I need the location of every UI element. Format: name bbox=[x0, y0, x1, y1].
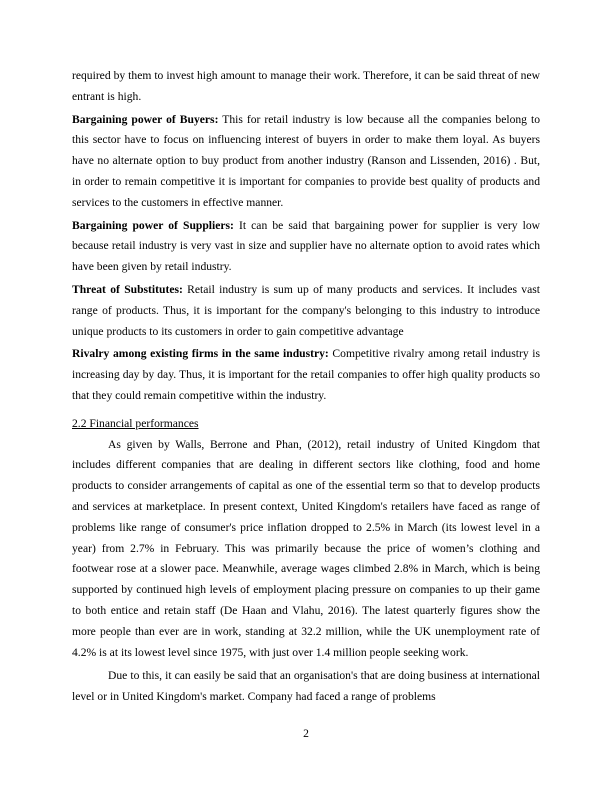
paragraph-text: It can be said that bargaining power for supplier is very low because retail industry is very vast in size and supplier have no alternate option to avoid rates which have been given by retail industry. bbox=[72, 218, 540, 274]
paragraph-financial-2: Due to this, it can easily be said that an organisation's that are doing business at international level or in United Kingdom's market. Company had faced a range of problems bbox=[72, 669, 540, 704]
paragraph-text: This for retail industry is low because all the companies belong to this sector have to focus on influencing interest of buyers in order to make them loyal. As buyers have no alternate option to buy product from another industry (Ranson and Lissenden, 2016) . But, in order to remain competitive it is important for companies to provide best quality of products and services to the customers in effective manner. bbox=[72, 112, 540, 209]
paragraph-lead: Bargaining power of Suppliers: bbox=[72, 218, 234, 232]
paragraph-lead: Bargaining power of Buyers: bbox=[72, 112, 219, 126]
page-number: 2 bbox=[303, 727, 309, 740]
paragraph-text: Competitive rivalry among retail industry is increasing day by day. Thus, it is important for the retail companies to offer high quality products so that they could remain competitive within the industry. bbox=[72, 347, 541, 402]
paragraph-lead: Threat of Substitutes: bbox=[72, 282, 183, 296]
paragraph-rivalry bbox=[72, 344, 540, 406]
paragraph-suppliers bbox=[72, 216, 540, 278]
paragraph-text: required by them to invest high amount to manage their work. Therefore, it can be said threat of new entrant is high. bbox=[72, 69, 540, 103]
paragraph-buyers bbox=[72, 110, 540, 214]
paragraph-financial-1: As given by Walls, Berrone and Phan, (2012), retail industry of United Kingdom that includes different companies that are dealing in different sectors like clothing, food and home products to consider arrangements of capital as one of the essential term so that to develop products and services at marketplace. In present context, United Kingdom's retailers have faced as range of problems like range of consumer's price inflation dropped to 2.5% in March (its lowest level in a year) from 2.7% in February. This was primarily because the price of women’s clothing and footwear rose at a slower pace. Meanwhile, average wages climbed 2.8% in March, which is being supported by continued high levels of employment placing pressure on companies to up their game to both entice and retain staff (De Haan and Vlahu, 2016). The latest quarterly figures show the more people than ever are in work, standing at 32.2 million, while the UK unemployment rate of 4.2% is at its lowest level since 1975, with just over 1.4 million people seeking work. bbox=[72, 437, 540, 659]
paragraph-text: Retail industry is sum up of many products and services. It includes vast range of products. Thus, it is important for the company's belonging to this industry to introduce unique products to its customers in order to gain competitive advantage bbox=[72, 282, 540, 338]
body-text bbox=[72, 66, 540, 711]
paragraph-new-entrant bbox=[72, 66, 540, 108]
paragraph-substitutes bbox=[72, 280, 540, 342]
section-heading: 2.2 Financial performances bbox=[72, 416, 199, 430]
paragraph-lead: Rivalry among existing firms in the same industry: bbox=[72, 347, 329, 361]
